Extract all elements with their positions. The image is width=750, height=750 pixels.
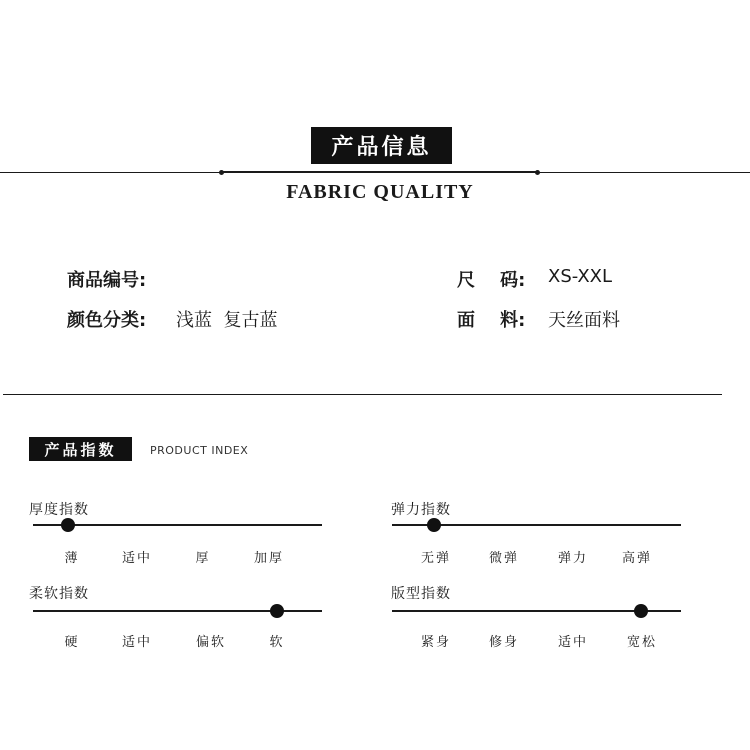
softness-option: 适中: [121, 635, 152, 650]
softness-indicator: [270, 604, 284, 618]
header-divider-accent: [221, 171, 538, 173]
thickness-indicator: [61, 518, 75, 532]
elasticity-option: 微弹: [488, 551, 519, 566]
elasticity-option: 高弹: [621, 551, 652, 566]
color-label: 颜色分类:: [67, 310, 147, 331]
fabric-label: 面 料:: [457, 310, 526, 331]
fit-option: 适中: [557, 635, 588, 650]
size-label: 尺 码:: [457, 270, 526, 291]
fit-option: 修身: [488, 635, 519, 650]
index-section-title: 产品指数: [29, 437, 132, 461]
softness-option: 软: [269, 635, 285, 650]
elasticity-indicator: [427, 518, 441, 532]
item-no-label: 商品编号:: [67, 270, 147, 291]
fit-indicator: [634, 604, 648, 618]
elasticity-option: 弹力: [557, 551, 588, 566]
elasticity-option: 无弹: [420, 551, 451, 566]
softness-option: 硬: [64, 635, 80, 650]
page-subtitle: FABRIC QUALITY: [286, 181, 474, 203]
fabric-value: 天丝面料: [548, 310, 620, 331]
thickness-option: 适中: [121, 551, 152, 566]
size-value: XS-XXL: [548, 266, 613, 287]
thickness-option: 加厚: [253, 551, 284, 566]
index-section-subtitle: PRODUCT INDEX: [150, 444, 249, 457]
elasticity-scale-title: 弹力指数: [391, 502, 451, 518]
fit-option: 紧身: [420, 635, 451, 650]
page-title: 产品信息: [311, 127, 452, 164]
header-divider-dot-right: [535, 170, 540, 175]
thickness-track: [33, 524, 322, 526]
thickness-option: 厚: [195, 551, 211, 566]
thickness-scale-title: 厚度指数: [29, 502, 89, 518]
header-divider-dot-left: [219, 170, 224, 175]
softness-option: 偏软: [195, 635, 226, 650]
color-value: 浅蓝 复古蓝: [176, 310, 278, 331]
fit-scale-title: 版型指数: [391, 586, 451, 602]
thickness-option: 薄: [64, 551, 80, 566]
fit-option: 宽松: [626, 635, 657, 650]
section-divider: [3, 394, 722, 395]
softness-scale-title: 柔软指数: [29, 586, 89, 602]
